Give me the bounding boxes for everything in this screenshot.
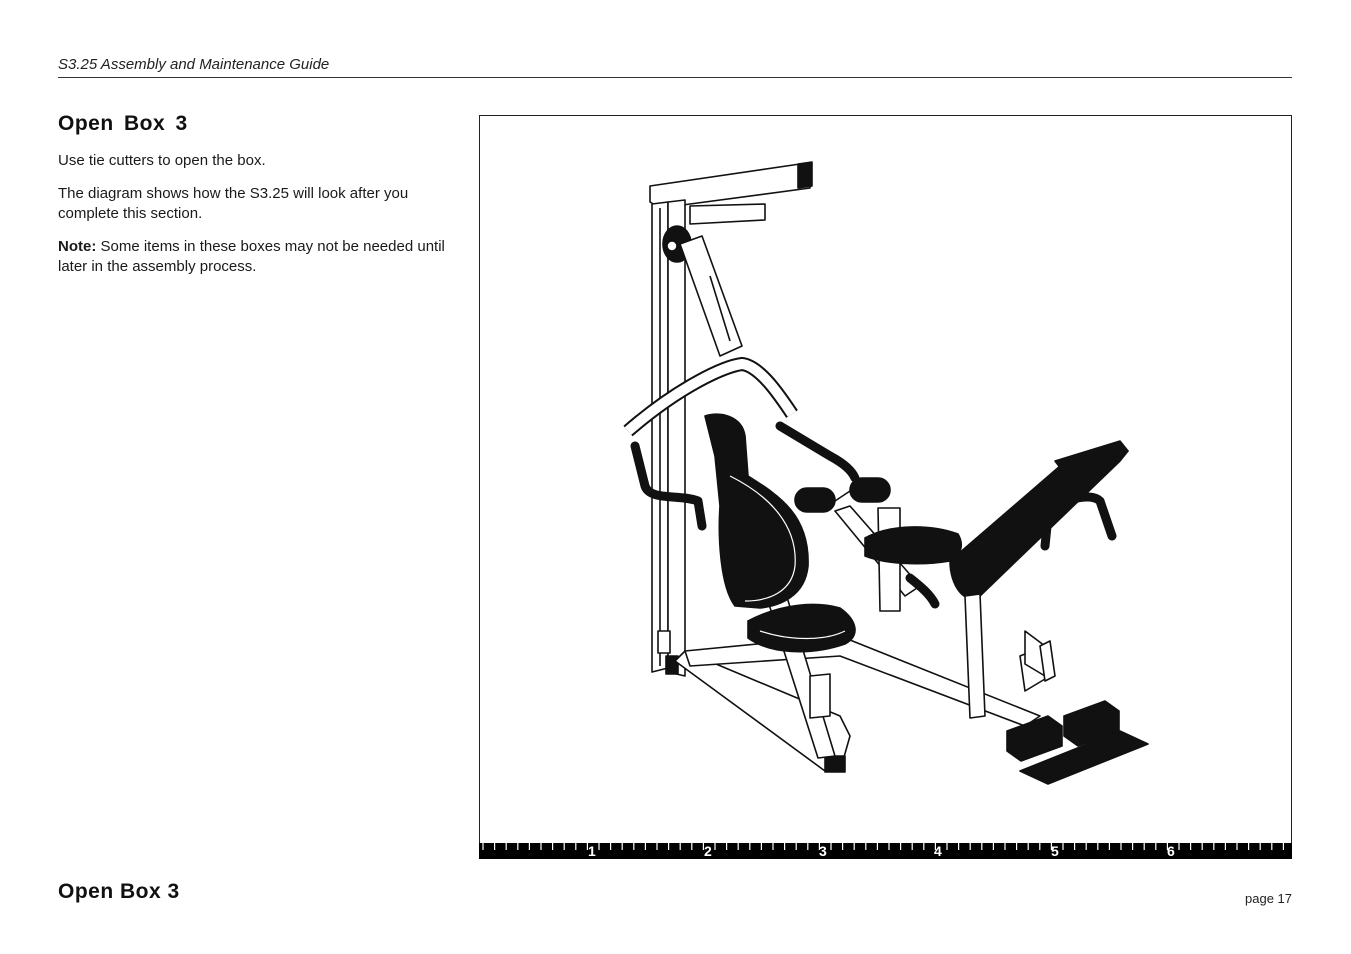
- equipment-diagram-frame: [479, 115, 1292, 859]
- ruler-label-3: 3: [819, 843, 827, 859]
- instruction-paragraph: Use tie cutters to open the box.: [58, 152, 266, 169]
- page-number: page 17: [1245, 891, 1292, 906]
- ruler-label-1: 1: [588, 843, 596, 859]
- scale-ruler: [479, 843, 1292, 859]
- diagram-description-paragraph: The diagram shows how the S3.25 will look after you complete this section.: [58, 185, 409, 222]
- ruler-label-2: 2: [704, 843, 712, 859]
- home-gym-illustration: [480, 116, 1291, 858]
- note-paragraph: [58, 237, 448, 277]
- ruler-label-6: 6: [1167, 843, 1175, 859]
- header-rule: [58, 77, 1292, 78]
- footer-title: Open Box 3: [58, 880, 180, 903]
- running-header: S3.25 Assembly and Maintenance Guide: [58, 56, 330, 73]
- note-text: Some items in these boxes may not be needed until later in the assembly process.: [58, 238, 445, 275]
- ruler-label-4: 4: [934, 843, 942, 859]
- ruler-label-5: 5: [1051, 843, 1059, 859]
- section-title: Open Box 3: [58, 112, 188, 135]
- note-label: Note:: [58, 238, 97, 255]
